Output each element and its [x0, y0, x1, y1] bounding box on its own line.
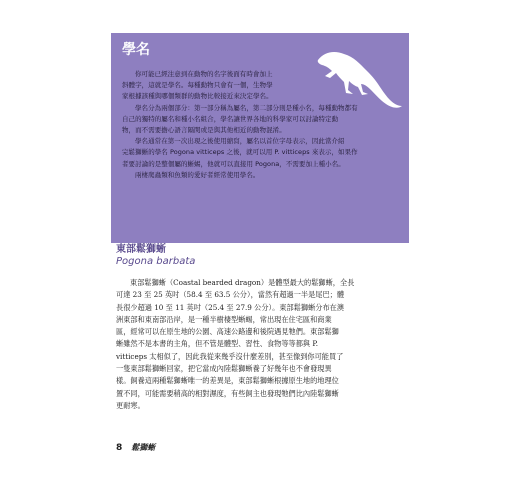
- sidebar-paragraph: 你可能已經注意到在動物的名字後面有時會加上 斜體字，這就是學名。每種動物只會有一個，生物學 家根據該種與哪個類群的動物比較接近來決定學名。: [122, 70, 273, 101]
- page-footer: [116, 442, 155, 453]
- section-body-text: 東部鬆獅蜥（Coastal bearded dragon）是體型最大的鬆獅蜥，全長 可達 23 至 25 英吋（58.4 至 63.5 公分），當然有超過一半是尾巴；體 長很少超過 10 至 11 英吋（25.4 至 27.9 公分）。東部鬆獅蜥分布在澳 洲東部和東南部沿岸，是一種半樹棲型蜥蜴，常出現在住宅區和商業 區，經常可以在原生地的公園、高速公路邊和後院遇見牠們。東部鬆獅 蜥雖然不是本書的主角，但不管是體型、習性、食物等等都與 P. vitticeps 太相似了，因此我從來幾乎沒什麼差別，甚至像到你可能買了 一隻東部鬆獅蜥回家，把它當成內陸鬆獅蜥養了好幾年也不會發現異 樣。飼養這兩種鬆獅蜥唯一的差異是，東部鬆獅蜥根據原生地的地理位 置不同，可能需要稍高的相對濕度，有些飼主也發現牠們比內陸鬆獅蜥 更耐寒。: [116, 278, 355, 410]
- sidebar-title: 學名: [122, 42, 150, 58]
- scientific-name-sidebar: [111, 33, 409, 243]
- sidebar-paragraph: 學名分為兩個部分：第一部分稱為屬名，第二部分則是種小名，每種動物都有 自己的獨特的屬名和種小名組合，學名讓世界各地的科學家可以討論特定動 物，而不需要擔心語言隔閡或是與其他相近的動物混淆。: [122, 103, 358, 135]
- lizard-icon: [314, 40, 406, 114]
- section-heading: 東部鬆獅蜥: [116, 244, 166, 255]
- section-scientific-name: Pogona barbata: [116, 256, 196, 267]
- section-content: [116, 244, 414, 412]
- sidebar-paragraph: 兩棲爬蟲類和魚類的愛好者經常使用學名。: [135, 170, 260, 179]
- page-number: 8: [116, 443, 123, 453]
- sidebar-paragraph: 學名通常在第一次出現之後使用縮寫，屬名以首位字母表示，因此當介紹 完鬆獅蜥的學名 Pogona vitticeps 之後，就可以用 P. vitticeps 來表示，如果作 者要討論的是整個屬的蜥蜴，他就可以直接用 Pogona，不需要加上種小名。: [122, 137, 358, 168]
- running-head: 鬆獅蜥: [131, 443, 156, 452]
